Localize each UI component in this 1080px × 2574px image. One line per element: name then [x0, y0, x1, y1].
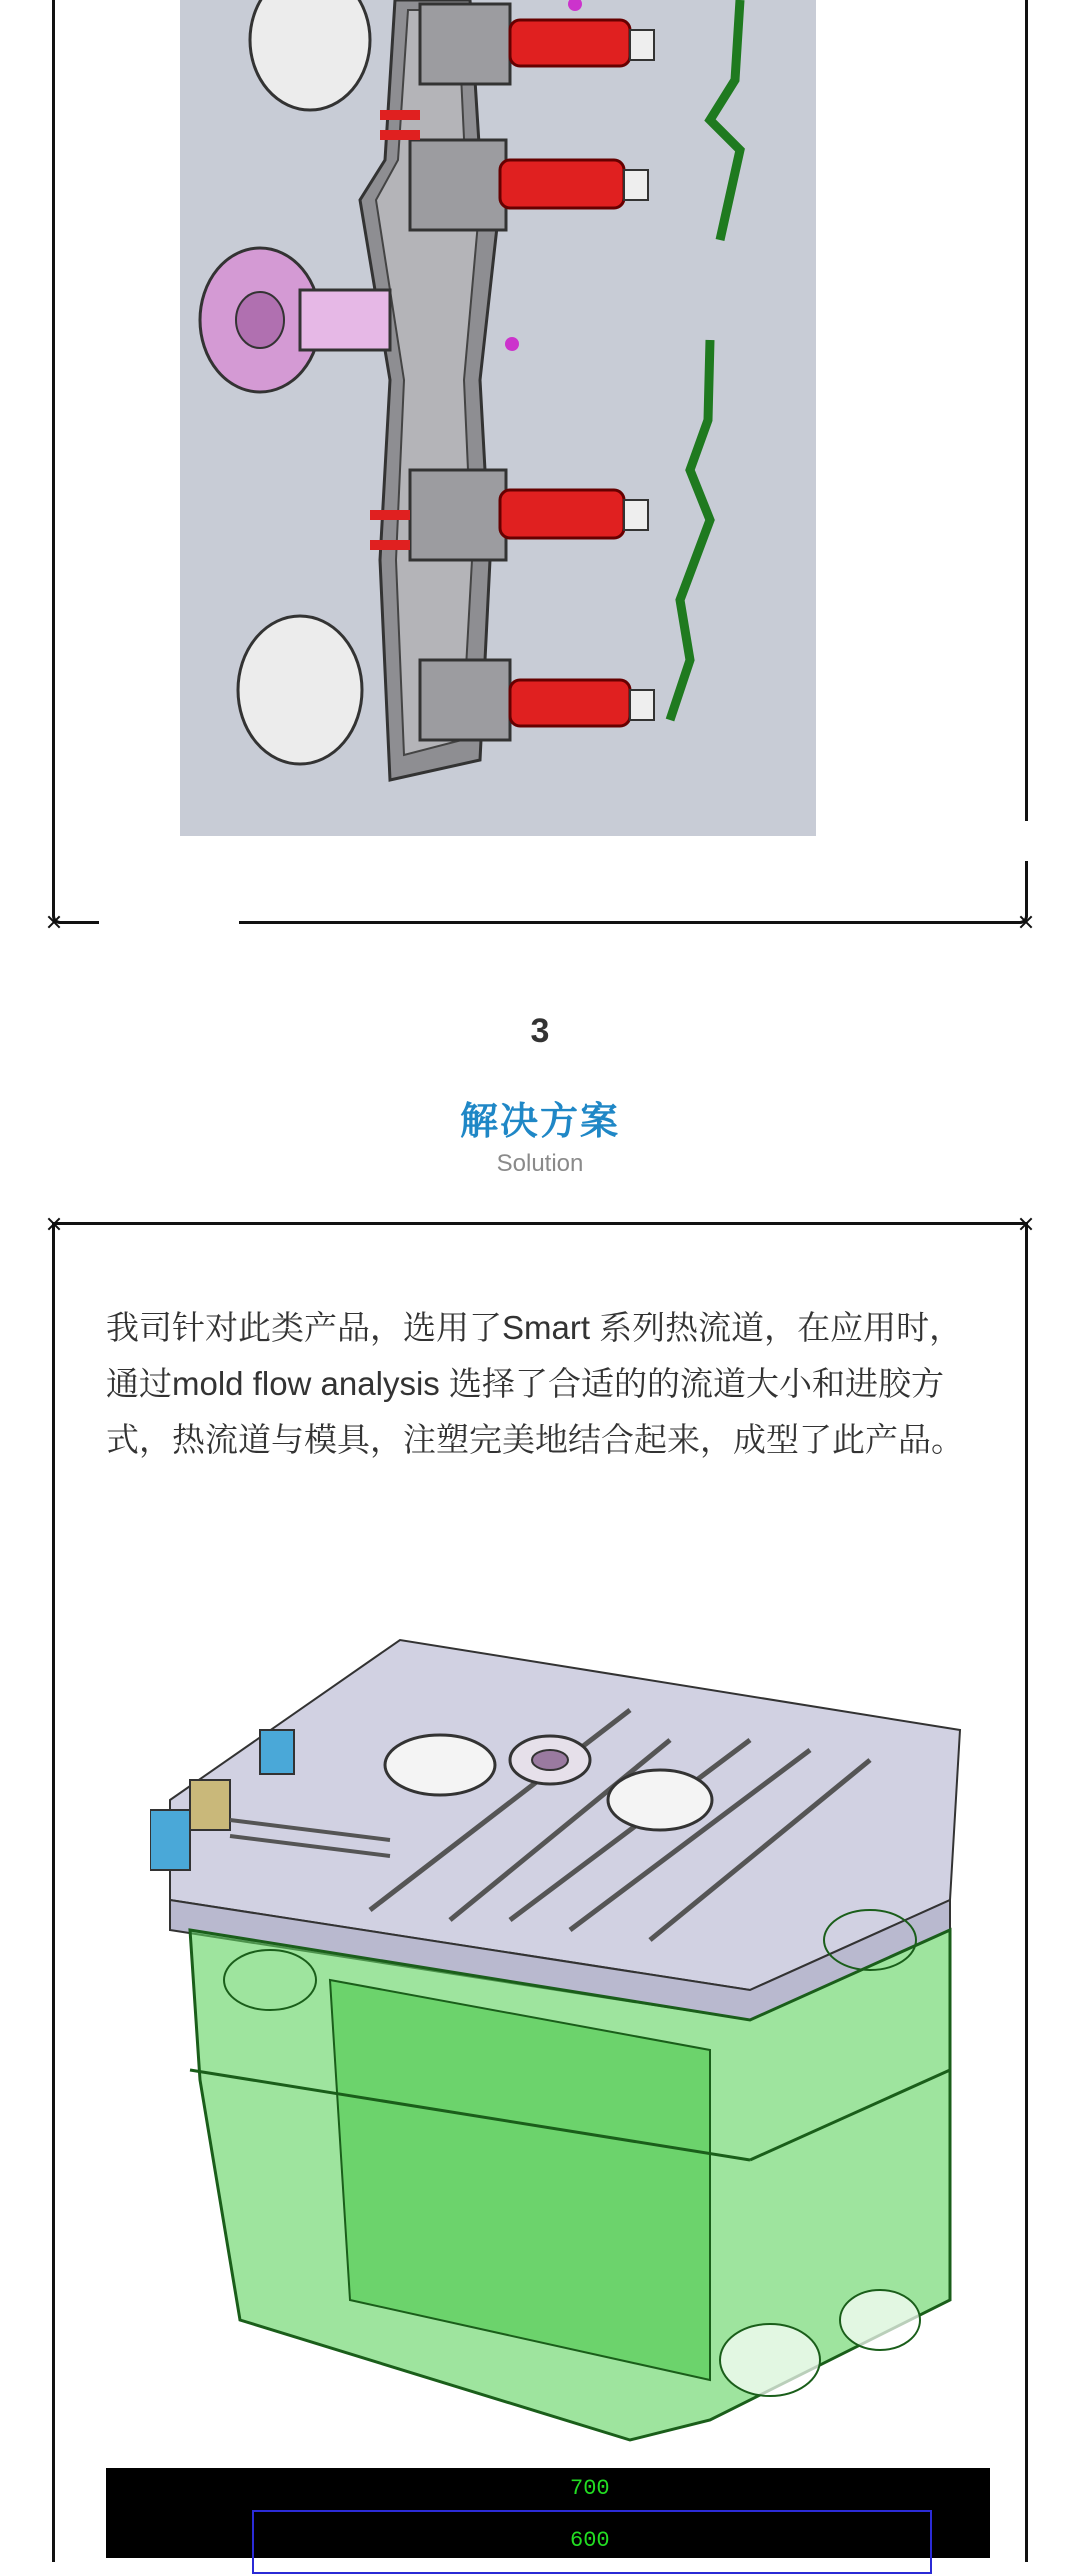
frame-corner-mark [47, 915, 61, 929]
flow-axis-label: 700 [570, 2476, 610, 2501]
section-subtitle: Solution [496, 1150, 584, 1177]
frame-corner-mark [1019, 915, 1033, 929]
frame-corner-mark [1019, 1217, 1033, 1231]
section-title: 解决方案 [459, 1101, 620, 1143]
frame-gap [1023, 821, 1029, 861]
hot-runner-model-image [180, 0, 816, 836]
flow-axis-label: 600 [570, 2528, 610, 2553]
mold-assembly-image [150, 1600, 980, 2460]
frame-gap [99, 919, 239, 925]
solution-description: 我司针对此类产品，选用了Smart 系列热流道，在应用时，通过mold flow analysis 选择了合适的的流道大小和进胶方式，热流道与模具，注塑完美地结合起来，成型了此产品。 [106, 1309, 964, 1458]
section-number: 3 [530, 1012, 550, 1050]
flow-analysis-image [106, 2468, 990, 2558]
frame-corner-mark [47, 1217, 61, 1231]
